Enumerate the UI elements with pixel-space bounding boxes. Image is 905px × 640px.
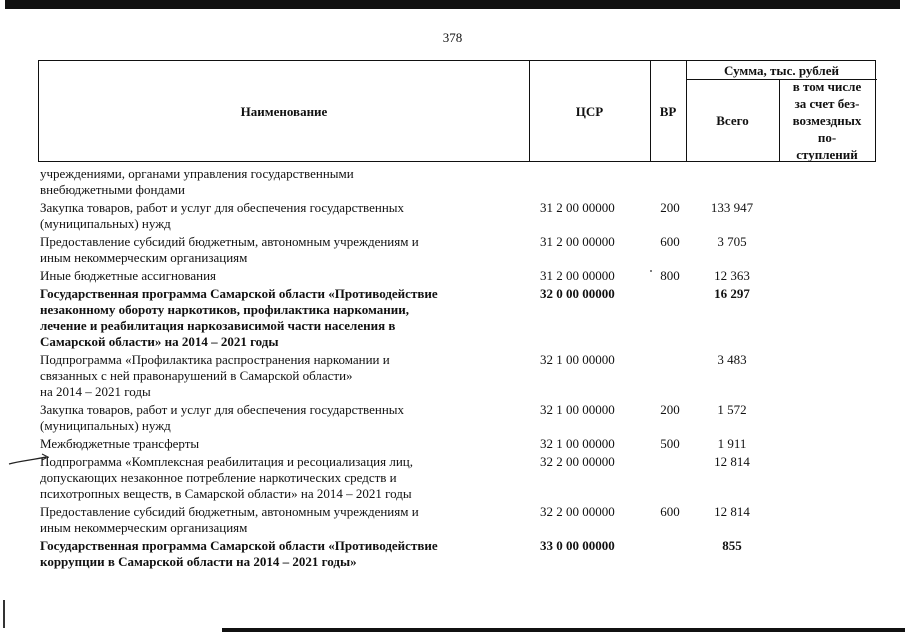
header-name: Наименование — [240, 103, 328, 119]
row-name — [40, 538, 518, 570]
row-name-line: Закупка товаров, работ и услуг для обеспечения государственных — [40, 402, 405, 417]
row-name-line: иным некоммерческим организациям — [40, 520, 248, 535]
row-name-line: Подпрограмма «Комплексная реабилитация и ресоциализация лиц, — [40, 454, 413, 469]
table-header — [38, 60, 876, 162]
row-name-line: Предоставление субсидий бюджетным, автономным учреждениям и — [40, 504, 419, 519]
row-name — [40, 504, 518, 536]
row-total: 1 911 — [717, 436, 747, 451]
table-row — [0, 166, 905, 198]
row-name-line: Предоставление субсидий бюджетным, автономным учреждениям и — [40, 234, 419, 249]
table-row — [0, 352, 905, 400]
row-total: 1 572 — [717, 402, 747, 417]
row-total: 133 947 — [710, 200, 754, 215]
row-name-line: связанных с ней правонарушений в Самарской области» — [40, 368, 353, 383]
row-name — [40, 352, 518, 400]
header-csr: ЦСР — [575, 103, 604, 119]
row-total: 12 363 — [714, 268, 750, 283]
table-row — [0, 454, 905, 502]
table-row — [0, 268, 905, 284]
row-vr: 200 — [660, 402, 680, 417]
header-gratuitous-line: по- — [817, 129, 837, 145]
row-name-line: Иные бюджетные ассигнования — [40, 268, 217, 283]
row-csr: 32 0 00 00000 — [540, 286, 615, 301]
row-vr: 800 — [660, 268, 680, 283]
row-csr: 32 2 00 00000 — [540, 504, 615, 519]
row-total: 3 483 — [717, 352, 747, 367]
row-name-line: на 2014 – 2021 годы — [40, 384, 151, 399]
row-name — [40, 454, 518, 502]
header-vr: ВР — [659, 103, 677, 119]
row-csr: 32 2 00 00000 — [540, 454, 615, 469]
row-csr: 32 1 00 00000 — [540, 402, 615, 417]
table-row — [0, 436, 905, 452]
row-vr: 600 — [660, 504, 680, 519]
table-row — [0, 538, 905, 570]
scan-left-mark — [3, 600, 5, 628]
scan-speck — [650, 270, 652, 272]
row-name-line: Подпрограмма «Профилактика распространения наркомании и — [40, 352, 390, 367]
row-name-line: Самарской области» на 2014 – 2021 годы — [40, 334, 279, 349]
table-row — [0, 286, 905, 350]
table-row — [0, 504, 905, 536]
row-vr: 200 — [660, 200, 680, 215]
row-name — [40, 268, 518, 284]
row-csr: 31 2 00 00000 — [540, 200, 615, 215]
page-number: 378 — [442, 30, 463, 45]
header-sum-group: Сумма, тыс. рублей — [724, 62, 839, 78]
row-name — [40, 166, 518, 198]
row-name-line: внебюджетными фондами — [40, 182, 185, 197]
header-total: Всего — [716, 112, 749, 128]
row-csr: 31 2 00 00000 — [540, 268, 615, 283]
row-total: 16 297 — [714, 286, 750, 301]
row-total: 855 — [722, 538, 742, 553]
row-total: 3 705 — [717, 234, 747, 249]
row-name-line: лечение и реабилитация наркозависимой части населения в — [40, 318, 396, 333]
row-name-line: коррупции в Самарской области на 2014 – 2021 годы» — [40, 554, 357, 569]
row-csr: 31 2 00 00000 — [540, 234, 615, 249]
row-name-line: допускающих незаконное потребление наркотических средств и — [40, 470, 397, 485]
row-name-line: (муниципальных) нужд — [40, 418, 171, 433]
row-total: 12 814 — [714, 454, 750, 469]
header-gratuitous-line: за счет без- — [794, 95, 860, 111]
table-row — [0, 200, 905, 232]
row-name-line: учреждениями, органами управления государственными — [40, 166, 354, 181]
row-name — [40, 436, 518, 452]
row-vr: 500 — [660, 436, 680, 451]
row-name-line: Закупка товаров, работ и услуг для обеспечения государственных — [40, 200, 405, 215]
row-name — [40, 200, 518, 232]
row-name-line: иным некоммерческим организациям — [40, 250, 248, 265]
row-csr: 33 0 00 00000 — [540, 538, 615, 553]
row-name — [40, 234, 518, 266]
header-gratuitous-line: возмездных — [792, 112, 862, 128]
row-name-line: Межбюджетные трансферты — [40, 436, 200, 451]
header-gratuitous-line: в том числе — [792, 78, 862, 94]
scan-bottom-border — [222, 628, 905, 632]
table-row — [0, 402, 905, 434]
row-name — [40, 286, 518, 350]
row-name-line: незаконному обороту наркотиков, профилактика наркомании, — [40, 302, 409, 317]
header-gratuitous — [779, 79, 875, 161]
row-csr: 32 1 00 00000 — [540, 352, 615, 367]
table-row — [0, 234, 905, 266]
row-name-line: психотропных веществ, в Самарской области» на 2014 – 2021 годы — [40, 486, 412, 501]
row-name — [40, 402, 518, 434]
row-vr: 600 — [660, 234, 680, 249]
row-csr: 32 1 00 00000 — [540, 436, 615, 451]
row-name-line: (муниципальных) нужд — [40, 216, 171, 231]
scan-top-border — [5, 0, 900, 9]
row-total: 12 814 — [714, 504, 750, 519]
row-name-line: Государственная программа Самарской области «Противодействие — [40, 538, 438, 553]
header-gratuitous-line: ступлений — [796, 146, 858, 162]
row-name-line: Государственная программа Самарской области «Противодействие — [40, 286, 438, 301]
